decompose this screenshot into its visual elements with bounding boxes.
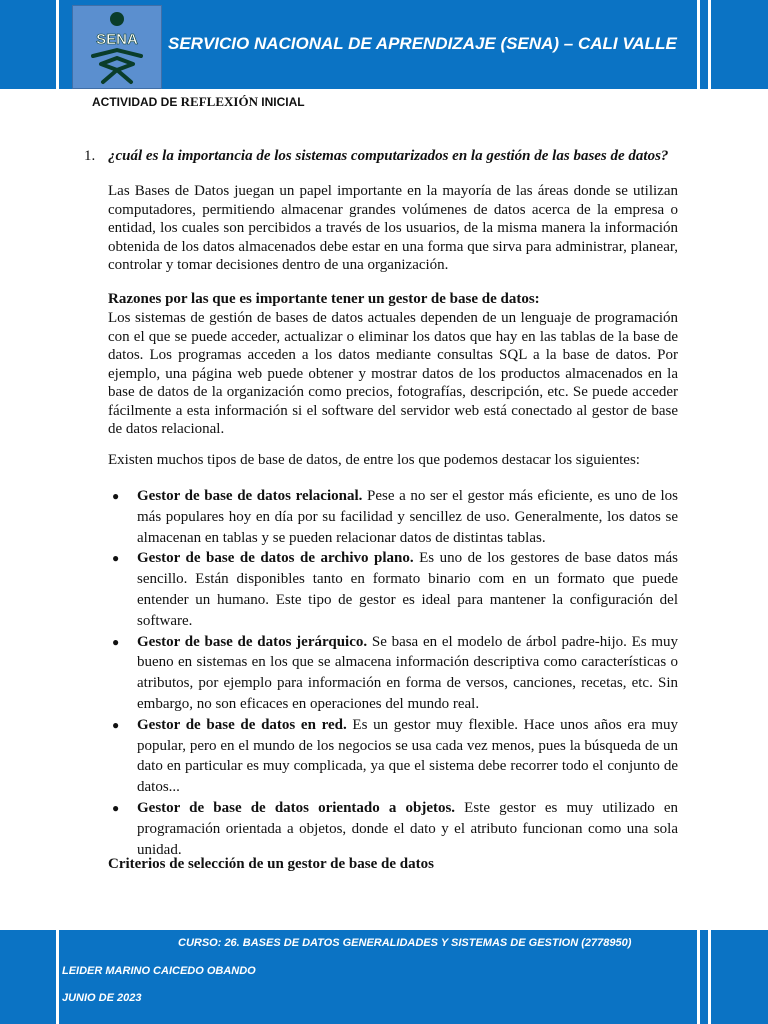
list-item-text: Se basa en el modelo de árbol padre-hijo. Es muy bueno en sistemas en los que se almacena información descriptiva como características o atributos, por ejemplo para información en forma de versos, canciones, recetas, etc. Sin embargo, no son eficaces en operaciones del mundo real. xyxy=(137,633,678,712)
footer-course: CURSO: 26. BASES DE DATOS GENERALIDADES Y SISTEMAS DE GESTION (2778950) xyxy=(178,937,632,949)
bullet-icon: ● xyxy=(112,634,120,649)
list-item xyxy=(108,798,678,860)
list-item xyxy=(108,632,678,715)
types-intro-paragraph: Existen muchos tipos de base de datos, de entre los que podemos destacar los siguientes: xyxy=(108,452,640,468)
question-heading xyxy=(84,148,704,165)
page-border-left xyxy=(56,0,59,1024)
question-text: ¿cuál es la importancia de los sistemas computarizados en la gestión de las bases de datos? xyxy=(108,148,669,164)
sena-logo-icon xyxy=(73,6,161,88)
list-item-title: Gestor de base de datos relacional. xyxy=(137,488,363,504)
activity-title xyxy=(92,94,305,110)
activity-title-suffix: INICIAL xyxy=(257,95,305,109)
list-item-text: Pese a no ser el gestor más eficiente, es uno de los más populares hoy en día por su facilidad y sencillez de uso. Generalmente, los datos se almacenan en tablas y se pueden relacionar datos de distintas tablas. xyxy=(137,488,678,546)
page-border-right-outer xyxy=(708,0,711,1024)
reasons-heading: Razones por las que es importante tener un gestor de base de datos: xyxy=(108,291,540,307)
reasons-paragraph: Los sistemas de gestión de bases de datos actuales dependen de un lenguaje de programación con el que se puede acceder, actualizar o eliminar los datos que hay en las tablas de la base de datos. Los programas acceden a los datos mediante consultas SQL a la base de datos. Por ejemplo, una página web puede obtener y mostrar datos de los productos almacenados en la base de datos de la organización como precios, fotografías, descripción, etc. Se puede acceder fácilmente a esta información si el software del servidor web está conectado al gestor de base de datos relacional. xyxy=(108,310,678,437)
bullet-icon: ● xyxy=(112,489,120,503)
bullet-icon: ● xyxy=(112,800,120,815)
bullet-icon: ● xyxy=(112,717,120,732)
bullet-icon: ● xyxy=(112,551,120,566)
question-number: 1. xyxy=(84,148,96,164)
list-item-title: Gestor de base de datos en red. xyxy=(137,716,347,733)
list-item-text: Es un gestor muy flexible. Hace unos años era muy popular, pero en el mundo de los negocios se usa cada vez menos, pues la búsqueda de un dato en particular es muy complicada, ya que el sistema debe recorrer todo el conjunto de datos... xyxy=(137,716,678,796)
list-item-title: Gestor de base de datos de archivo plano. xyxy=(137,550,414,567)
activity-title-prefix: ACTIVIDAD DE xyxy=(92,95,181,109)
criteria-heading: Criterios de selección de un gestor de base de datos xyxy=(108,856,434,872)
sena-logo xyxy=(72,5,162,89)
list-item xyxy=(108,486,678,548)
intro-paragraph: Las Bases de Datos juegan un papel importante en la mayoría de las áreas donde se utilizan computadores, permitiendo almacenar grandes volúmenes de datos acerca de la empresa o entidad, los cuales son percibidos a través de los usuarios, de la misma manera la información obtenida de los datos almacenados debe estar en una forma que sirva para administrar, planear, controlar y tomar decisiones dentro de una organización. xyxy=(108,183,678,273)
activity-title-emphasis: REFLEXIÓN xyxy=(180,94,258,109)
footer-author: LEIDER MARINO CAICEDO OBANDO xyxy=(62,965,256,977)
footer-date: JUNIO DE 2023 xyxy=(62,992,142,1004)
database-types-list xyxy=(108,486,678,860)
list-item xyxy=(108,715,678,798)
list-item-title: Gestor de base de datos jerárquico. xyxy=(137,633,368,650)
list-item xyxy=(108,548,678,631)
institution-title: SERVICIO NACIONAL DE APRENDIZAJE (SENA) – CALI VALLE xyxy=(168,34,677,53)
svg-text:SENA: SENA xyxy=(96,31,138,48)
list-item-text: Es uno de los gestores de base datos más sencillo. Están disponibles tanto en formato binario com en un formato que puede entender un humano. Este tipo de gestor es ideal para mantener la configuración del software. xyxy=(137,550,678,629)
list-item-text: Este gestor es muy utilizado en programación orientada a objetos, donde el dato y el atributo funcionan como una sola unidad. xyxy=(137,799,679,858)
list-item-title: Gestor de base de datos orientado a objetos. xyxy=(137,799,456,816)
